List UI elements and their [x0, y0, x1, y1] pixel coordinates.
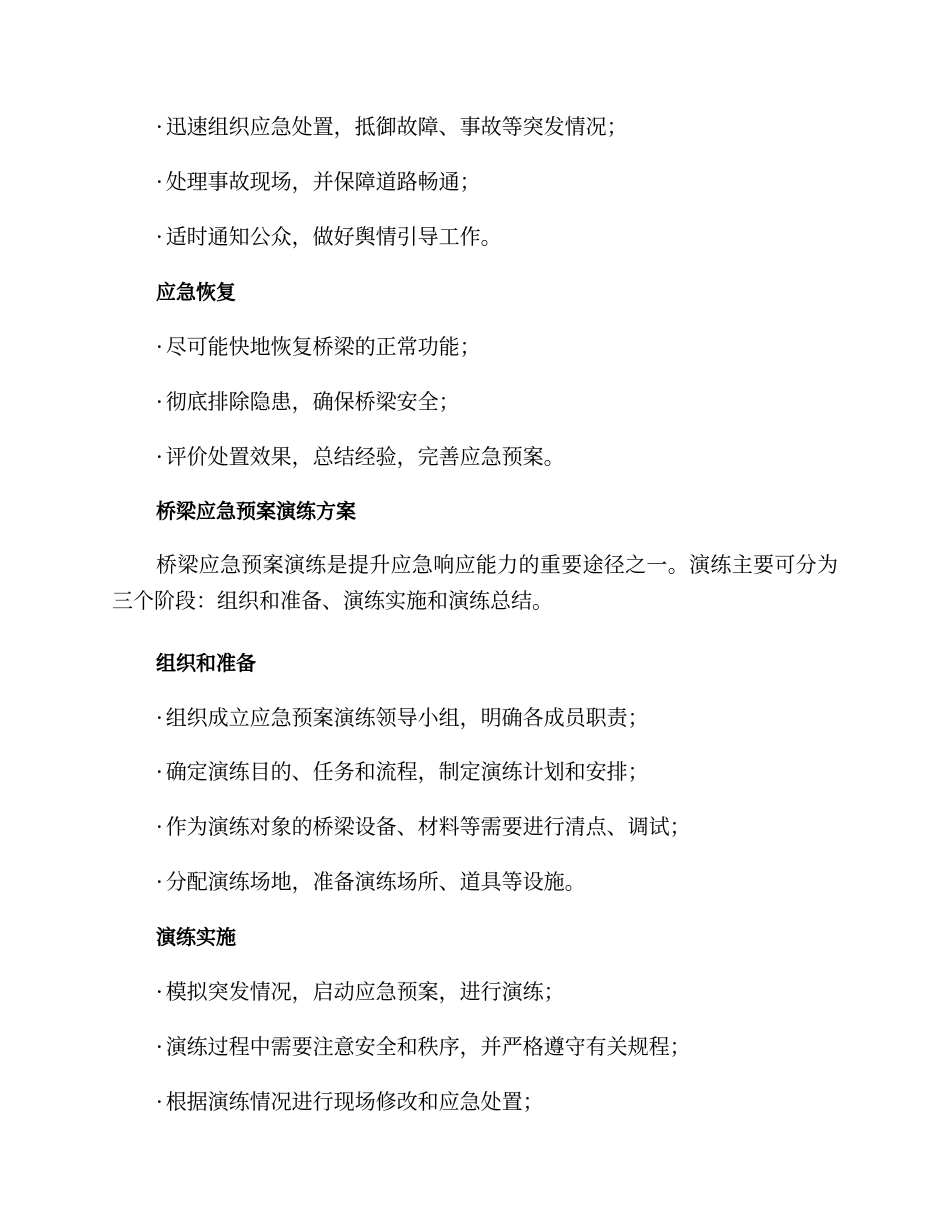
- list-item: · 作为演练对象的桥梁设备、材料等需要进行清点、调试；: [156, 813, 691, 841]
- list-item: · 确定演练目的、任务和流程，制定演练计划和安排；: [156, 758, 649, 786]
- list-item: · 组织成立应急预案演练领导小组，明确各成员职责；: [156, 704, 649, 732]
- list-item: · 适时通知公众，做好舆情引导工作。: [156, 223, 502, 251]
- list-item: · 模拟突发情况，启动应急预案，进行演练；: [156, 978, 565, 1006]
- list-item: · 尽可能快地恢复桥梁的正常功能；: [156, 333, 481, 361]
- list-item: · 评价处置效果，总结经验，完善应急预案。: [156, 443, 565, 471]
- list-item: · 迅速组织应急处置，抵御故障、事故等突发情况；: [156, 113, 628, 141]
- section-heading-drill-plan: 桥梁应急预案演练方案: [156, 499, 356, 523]
- paragraph-drill-intro: 桥梁应急预案演练是提升应急响应能力的重要途径之一。演练主要可分为三个阶段：组织和准备、演练实施和演练总结。: [112, 553, 838, 613]
- section-heading-recovery: 应急恢复: [156, 280, 236, 304]
- list-item: · 演练过程中需要注意安全和秩序，并严格遵守有关规程；: [156, 1033, 691, 1061]
- list-item: · 彻底排除隐患，确保桥梁安全；: [156, 388, 460, 416]
- list-item: · 根据演练情况进行现场修改和应急处置；: [156, 1088, 544, 1116]
- list-item: · 处理事故现场，并保障道路畅通；: [156, 168, 481, 196]
- section-heading-prep: 组织和准备: [156, 651, 256, 675]
- list-item: · 分配演练场地，准备演练场所、道具等设施。: [156, 868, 586, 896]
- section-heading-implement: 演练实施: [156, 925, 236, 949]
